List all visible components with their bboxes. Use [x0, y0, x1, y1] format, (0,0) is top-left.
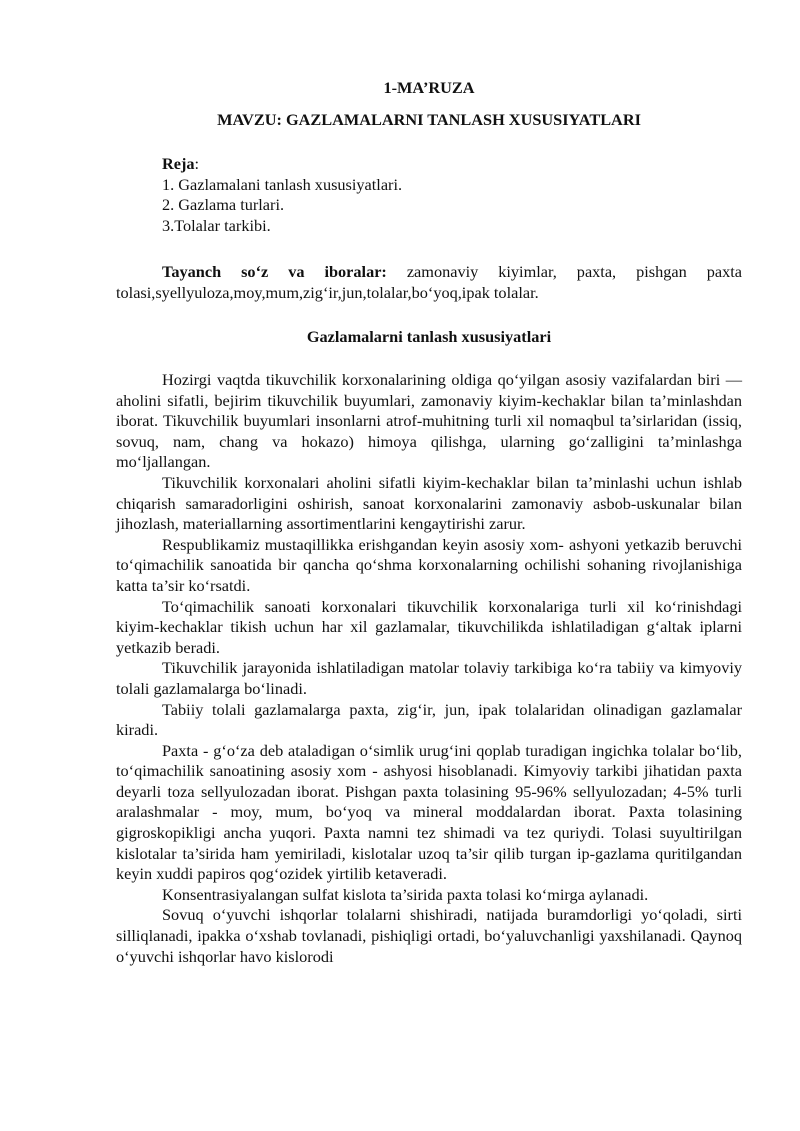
paragraph: Tikuvchilik korxonalari aholini sifatli kiyim-kechaklar bilan ta’minlashi uchun ishlab chiqarish samaradorligini oshirish, sanoat korxonalarini zamonaviy asbob-uskunalar bilan jihozlash, materiallarning assortimentlarini kengaytirishi zarur. [116, 472, 742, 534]
section-title: Gazlamalarni tanlash xususiyatlari [306, 327, 552, 346]
plan-item: 1. Gazlamalani tanlash xususiyatlari. [162, 174, 403, 194]
paragraph: Hozirgi vaqtda tikuvchilik korxonalarining oldiga qo‘yilgan asosiy vazifalardan biri — aholini sifatli, bejirim tikuvchilik buyumlari, zamonaviy kiyim-kechaklar bilan ta’minlashdan iborat. Tikuvchilik buyumlari insonlarni atrof-muhitning turli xil nomaqbul ta’sirlaridan (issiq, sovuq, nam, chang va hokazo) himoya qilishga, ularning go‘zalligini ta’minlashga mo‘ljallangan. [116, 370, 742, 472]
paragraph: Sovuq o‘yuvchi ishqorlar tolalarni shishiradi, natijada buramdorligi yo‘qoladi, sirti silliqlanadi, ipakka o‘xshab tovlanadi, pishiqligi ortadi, bo‘yaluvchanligi yaxshilanadi. Qaynoq o‘yuvchi ishqorlar havo kislorodi [116, 905, 742, 966]
paragraph: Paxta - g‘o‘za deb ataladigan o‘simlik urug‘ini qoplab turadigan ingichka tolalar bo‘lib, to‘qimachilik sanoatining asosiy xom - ashyosi hisoblanadi. Kimyoviy tarkibi jihatidan paxta deyarli toza sellyulozadan iborat. Pishgan paxta tolasining 95-96% sellyulozadan; 4-5% turli aralashmalar - moy, mum, bo‘yoq va mineral moddalardan iborat. Paxta tolasining gigroskopikligi ancha yuqori. Paxta namni tez shimadi va tez quriydi. Tolasi suyultirilgan kislotalar ta’sirida ham yemiriladi, kislotalar uzoq ta’sir qilib turgan ip-gazlama quritilgandan keyin xuddi papiros qog‘ozidek yirtilib ketaveradi. [116, 740, 742, 884]
paragraph: Respublikamiz mustaqillikka erishgandan keyin asosiy xom- ashyoni yetkazib beruvchi to‘qimachilik sanoatida bir qancha qo‘shma korxonalarning ochilishi sohaning rivojlanishiga katta ta’sir ko‘rsatdi. [116, 534, 742, 595]
keywords-label: Tayanch so‘z va iboralar: [162, 262, 387, 281]
lecture-number: 1-MA’RUZA [383, 78, 475, 97]
topic-title: MAVZU: GAZLAMALARNI TANLASH XUSUSIYATLARI [217, 110, 641, 129]
keywords-paragraph [116, 262, 742, 303]
paragraph: Konsentrasiyalangan sulfat kislota ta’sirida paxta tolasi ko‘mirga aylanadi. [162, 884, 649, 904]
plan-label: Reja [162, 154, 195, 173]
paragraph: To‘qimachilik sanoati korxonalari tikuvchilik korxonalariga turli xil ko‘rinishdagi kiyim-kechaklar tikish uchun har xil gazlamalar, tikuvchilikda ishlatiladigan g‘altak iplarni yetkazib beradi. [116, 596, 742, 657]
body-text [116, 370, 742, 967]
plan-colon: : [194, 154, 200, 173]
plan-item: 2. Gazlama turlari. [162, 195, 285, 215]
keywords-text: zamonaviy kiyimlar, paxta, pishgan paxta tolasi,syellyuloza,moy,mum,zig‘ir,jun,tolalar,bo‘yoq,ipak tolalar. [116, 262, 742, 302]
plan-block [162, 154, 402, 236]
paragraph: Tikuvchilik jarayonida ishlatiladigan matolar tolaviy tarkibiga ko‘ra tabiiy va kimyoviy tolali gazlamalarga bo‘linadi. [116, 658, 742, 698]
plan-item: 3.Tolalar tarkibi. [162, 215, 271, 235]
plan-heading [162, 154, 402, 175]
paragraph: Tabiiy tolali gazlamalarga paxta, zig‘ir, jun, ipak tolalaridan olinadigan gazlamalar kiradi. [116, 699, 742, 740]
